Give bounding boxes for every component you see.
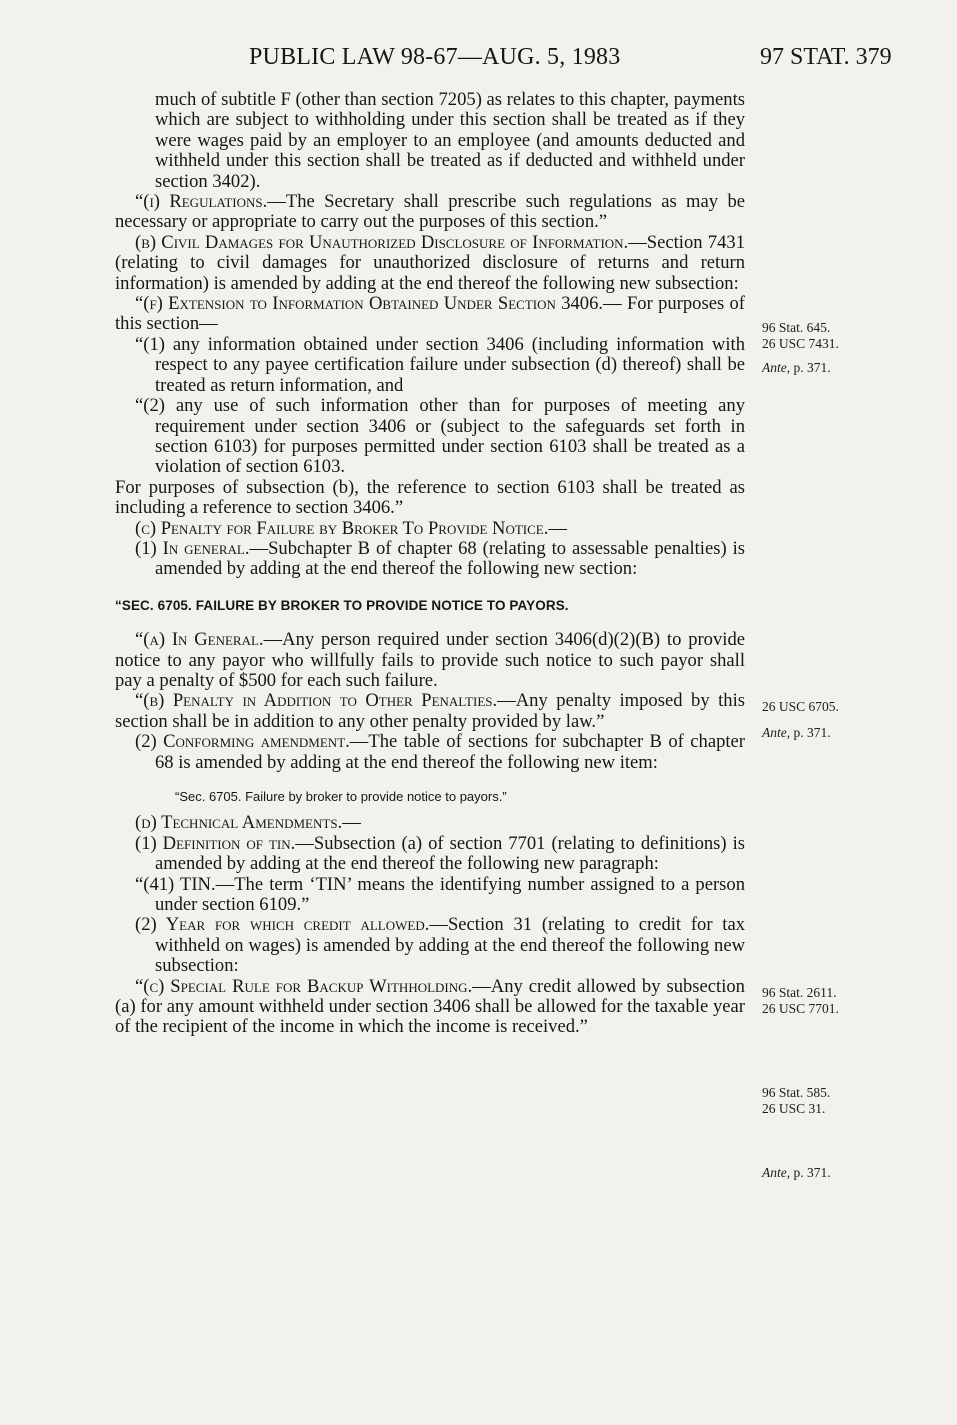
paragraph-in-general [115,539,745,580]
margin-note-1-usc: 26 USC 7431. [762,336,839,351]
heading-6705-b: “(b) Penalty in Addition to Other Penalties. [135,690,498,712]
margin-note-6 [762,1085,830,1117]
margin-note-7 [762,1165,831,1181]
paragraph-6705-a [115,630,745,691]
heading-year-credit: (2) Year for which credit allowed. [135,914,430,936]
heading-definition-tin: (1) Definition of tin. [135,832,296,854]
paragraph-item-2: “(2) any use of such information other than for purposes of meeting any requirement under section 3406 or (subject to the safeguards set forth in section 6103) for purposes permitted under section 6103 shall be treated as a violation of section 6103. [135,395,745,478]
margin-note-5-stat: 96 Stat. 2611. [762,985,837,1000]
paragraph-continuation: much of subtitle F (other than section 7205) as relates to this chapter, payments which are subject to withholding under this section shall be treated as if they were wages paid by an employer to an employee (and amounts deducted and withheld under this section shall be treated as if deducted and withheld under section 3402). [155,89,745,192]
margin-note-7-page: p. 371. [790,1165,831,1180]
margin-note-4-ante: Ante, [762,725,791,740]
paragraph-item-1: “(1) any information obtained under section 3406 (including information with respect to any payee certification failure under subsection (d) thereof) shall be treated as return information, and [135,333,745,396]
paragraph-definition-tin [115,834,745,875]
page-number: 97 STAT. 379 [760,44,892,70]
section-heading-6705: “SEC. 6705. FAILURE BY BROKER TO PROVIDE NOTICE TO PAYORS. [115,597,569,613]
margin-note-6-stat: 96 Stat. 585. [762,1085,831,1100]
heading-special-rule: “(c) Special Rule for Backup Withholding. [135,975,473,997]
text-definition-tin: —Subsection (a) of section 7701 (relating to definitions) is amended by adding at the end thereof the following new paragraph: [155,832,746,875]
heading-penalty-broker: (c) Penalty for Failure by Broker To Provide Notice. [135,517,549,539]
margin-note-3 [762,699,839,715]
heading-6705-a: “(a) In General. [135,629,264,651]
paragraph-subsection-b-reference: For purposes of subsection (b), the reference to section 6103 shall be treated as including a reference to section 3406.” [115,476,745,519]
text-penalty-broker: — [548,517,567,539]
margin-note-7-ante: Ante, [762,1165,791,1180]
page-header [0,40,957,80]
text-extension: — For purposes of this section— [115,293,745,335]
table-of-sections-item: “Sec. 6705. Failure by broker to provide notice to payors.” [175,789,507,804]
text-6705-b: —Any penalty imposed by this section shall be in addition to any other penalty provided by law.” [115,690,745,732]
text-conforming: —The table of sections for subchapter B of chapter 68 is amended by adding at the end thereof the following new item: [155,731,745,773]
paragraph-extension [115,294,745,335]
paragraph-technical [115,813,745,833]
text-6705-a: —Any person required under section 3406(d)(2)(B) to provide notice to any payor who willfully fails to provide such notice to such payor shall pay a penalty of $500 for each such failure. [115,629,745,691]
paragraph-year-credit [115,915,745,976]
text-special-rule: —Any credit allowed by subsection (a) for any amount withheld under section 3406 shall be allowed for the taxable year of the recipient of the income in which the income is received.” [115,975,745,1038]
heading-technical: (d) Technical Amendments. [135,812,343,834]
text-civil-damages: —Section 7431 (relating to civil damages for unauthorized disclosure of returns and return information) is amended by adding at the end thereof the following new subsection: [115,231,745,294]
margin-note-2-ante: Ante, [762,360,791,375]
text-in-general: —Subchapter B of chapter 68 (relating to assessable penalties) is amended by adding at the end thereof the following new section: [155,537,745,580]
text-year-credit: —Section 31 (relating to credit for tax withheld on wages) is amended by adding at the end thereof the following new subsection: [155,914,745,977]
margin-note-4-page: p. 371. [790,725,831,740]
heading-in-general: (1) In general. [135,537,250,559]
paragraph-conforming [115,732,745,773]
paragraph-special-rule [115,977,745,1038]
heading-regulations: “(i) Regulations. [135,191,268,213]
margin-note-3-usc: 26 USC 6705. [762,699,839,714]
paragraph-penalty-broker [115,519,745,539]
heading-extension: “(f) Extension to Information Obtained Under Section 3406. [135,293,604,315]
running-title: PUBLIC LAW 98-67—AUG. 5, 1983 [249,44,621,70]
margin-note-1 [762,320,839,352]
margin-note-5 [762,985,839,1017]
text-technical: — [342,812,361,834]
paragraph-6705-b [115,691,745,732]
text-regulations: —The Secretary shall prescribe such regulations as may be necessary or appropriate to carry out the purposes of this section.” [115,191,745,233]
heading-civil-damages: (b) Civil Damages for Unauthorized Disclosure of Information. [135,231,629,253]
margin-note-2-page: p. 371. [790,360,831,375]
margin-note-5-usc: 26 USC 7701. [762,1001,839,1016]
paragraph-41-tin: “(41) TIN.—The term ‘TIN’ means the identifying number assigned to a person under section 6109.” [135,873,745,916]
margin-note-6-usc: 26 USC 31. [762,1101,826,1116]
paragraph-regulations [115,192,745,233]
law-text [115,90,745,1038]
paragraph-civil-damages [115,233,745,294]
margin-note-2 [762,360,831,376]
heading-conforming: (2) Conforming amendment. [135,731,350,753]
margin-note-4 [762,725,831,741]
margin-note-1-stat: 96 Stat. 645. [762,320,831,335]
